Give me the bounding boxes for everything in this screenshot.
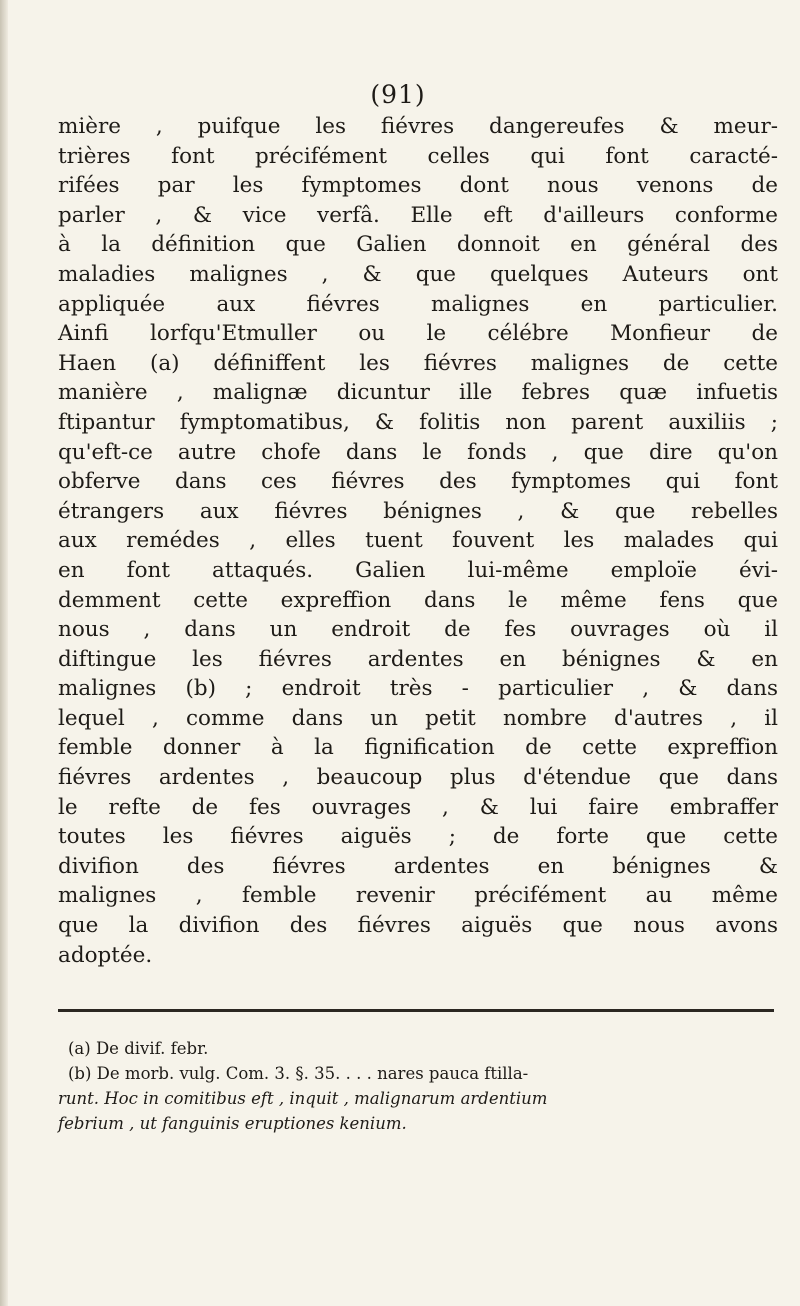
text-line: aux remédes , elles tuent fouvent les malades qui — [58, 528, 778, 554]
page-number: (91) — [370, 80, 426, 109]
text-line: ftipantur fymptomatibus, & folitis non parent auxiliis ; — [58, 409, 778, 435]
footnotes — [58, 1036, 778, 1136]
text-line: à la définition que Galien donnoit en général des — [58, 232, 778, 258]
text-line: toutes les fiévres aiguës ; de forte que cette — [58, 824, 778, 850]
text-line: obferve dans ces fiévres des fymptomes qui font — [58, 469, 778, 495]
text-line: demment cette expreffion dans le même fens que — [58, 587, 778, 613]
text-line: le refte de fes ouvrages , & lui faire embraffer — [58, 794, 778, 820]
text-line: appliquée aux fiévres malignes en particulier. — [58, 291, 778, 317]
text-line: lequel , comme dans un petit nombre d'autres , il — [58, 705, 778, 731]
text-line: manière , malignæ dicuntur ille febres quæ infuetis — [58, 380, 778, 406]
text-line: en font attaqués. Galien lui-même emploïe évi- — [58, 557, 778, 583]
text-line: nous , dans un endroit de fes ouvrages où il — [58, 617, 778, 643]
text-line: femble donner à la fignification de cette expreffion — [58, 735, 778, 761]
text-line: mière , puifque les fiévres dangereufes & meur- — [58, 114, 778, 139]
text-line: parler , & vice verfâ. Elle eft d'ailleurs conforme — [58, 202, 778, 228]
text-line: malignes (b) ; endroit très - particulier , & dans — [58, 676, 778, 702]
text-line: divifion des fiévres ardentes en bénignes & — [58, 853, 778, 879]
text-line: fiévres ardentes , beaucoup plus d'étendue que dans — [58, 765, 778, 791]
footnote-divider — [58, 1009, 774, 1012]
footnote-b-continuation: runt. Hoc in comitibus eft , inquit , malignarum ardentium — [58, 1089, 548, 1108]
footnote-b: (b) De morb. vulg. Com. 3. §. 35. . . . nares pauca ftilla- — [68, 1064, 529, 1083]
text-line: rifées par les fymptomes dont nous venons de — [58, 173, 778, 199]
text-line: qu'eft-ce autre chofe dans le fonds , que dire qu'on — [58, 439, 778, 465]
footnote-b-continuation: febrium , ut fanguinis eruptiones kenium. — [58, 1114, 407, 1133]
text-line: que la divifion des fiévres aiguës que nous avons — [58, 913, 778, 939]
text-line: maladies malignes , & que quelques Auteurs ont — [58, 261, 778, 287]
text-line: Ainfi lorfqu'Etmuller ou le célébre Monfieur de — [58, 321, 778, 347]
text-line: malignes , femble revenir précifément au même — [58, 883, 778, 909]
body-text — [58, 112, 778, 970]
text-line-last: adoptée. — [58, 942, 153, 968]
text-line: Haen (a) définiffent les fiévres malignes de cette — [58, 350, 778, 376]
text-line: étrangers aux fiévres bénignes , & que rebelles — [58, 498, 778, 524]
page-left-edge — [0, 0, 8, 1306]
text-line: diftingue les fiévres ardentes en bénignes & en — [58, 646, 778, 672]
footnote-a: (a) De divif. febr. — [68, 1039, 209, 1058]
text-line: trières font précifément celles qui font caracté- — [58, 143, 778, 169]
